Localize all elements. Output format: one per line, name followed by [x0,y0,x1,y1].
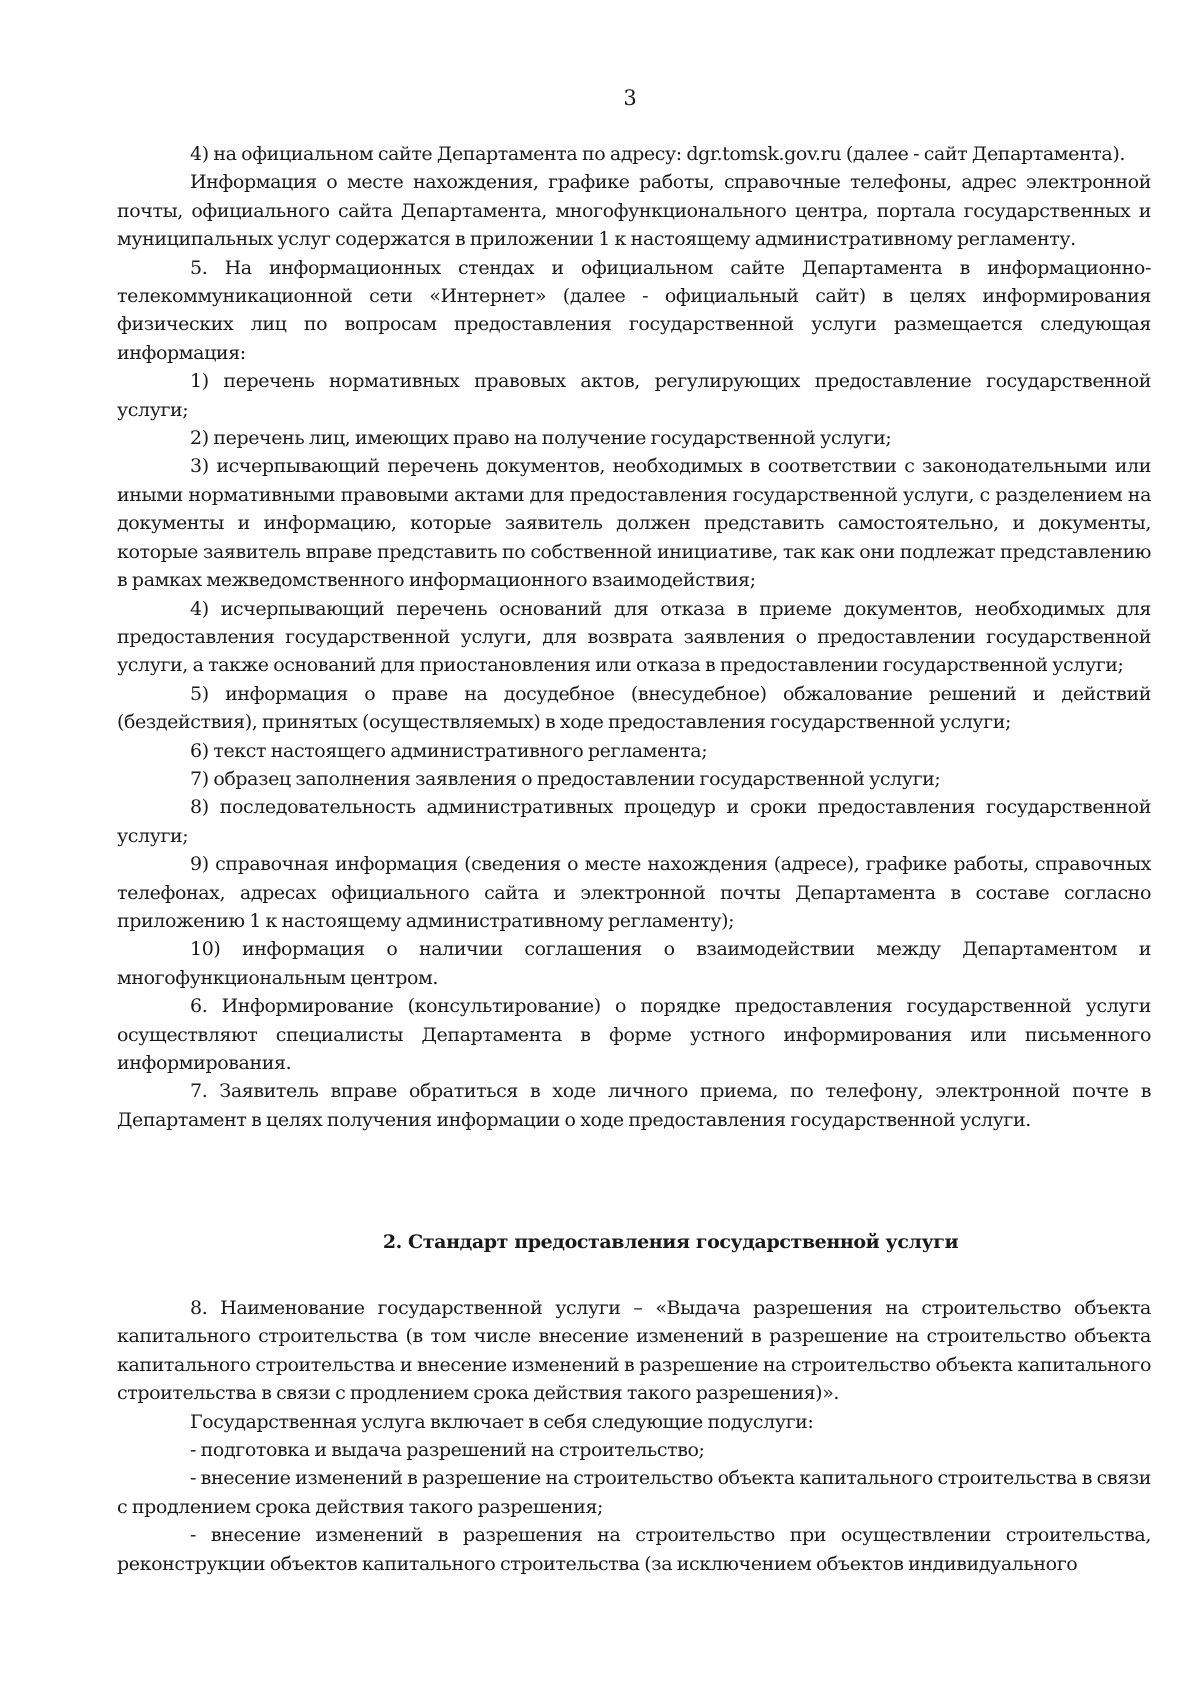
paragraph: Информация о месте нахождения, графике работы, справочные телефоны, адрес электронной почты, официального сайта Департамента, многофункционального центра, портала государственных и муниципальных услуг содержатся в приложении 1 к настоящему административному регламенту. [117,171,1151,251]
paragraph: 7. Заявитель вправе обратиться в ходе личного приема, по телефону, электронной почте в Департамент в целях получения информации о ходе предоставления государственной услуги. [117,1080,1151,1131]
paragraph: 5. На информационных стендах и официальном сайте Департамента в информационно-телекоммуникационной сети «Интернет» (далее - официальный сайт) в целях информирования физических лиц по вопросам предоставления государственной услуги размещается следующая информация: [117,256,1151,364]
page-number: 3 [623,86,637,110]
paragraph: - внесение изменений в разрешение на строительство объекта капитального строительства в связи с продлением срока действия такого разрешения; [117,1467,1151,1518]
paragraph: 4) на официальном сайте Департамента по адресу: dgr.tomsk.gov.ru (далее - сайт Департамента). [190,143,1125,165]
paragraph: 6) текст настоящего административного регламента; [190,739,708,762]
paragraph: Государственная услуга включает в себя следующие подуслуги: [190,1410,814,1433]
paragraph: 8. Наименование государственной услуги – «Выдача разрешения на строительство объекта капитального строительства (в том числе внесение изменений в разрешение на строительство объекта капитального строительства и внесение изменений в разрешение на строительство объекта капитального строительства в связи с продлением срока действия такого разрешения)». [117,1297,1151,1405]
paragraph: 7) образец заполнения заявления о предоставлении государственной услуги; [190,767,941,790]
paragraph: 3) исчерпывающий перечень документов, необходимых в соответствии с законодательными или иными нормативными правовыми актами для предоставления государственной услуги, с разделением на документы и информацию, которые заявитель должен представить самостоятельно, и документы, которые заявитель вправе представить по собственной инициативе, так как они подлежат представлению в рамках межведомственного информационного взаимодействия; [117,455,1151,592]
paragraph: 5) информация о праве на досудебное (внесудебное) обжалование решений и действий (бездействия), принятых (осуществляемых) в ходе предоставления государственной услуги; [117,682,1151,734]
paragraph: 2) перечень лиц, имеющих право на получение государственной услуги; [190,427,892,450]
text-block-section-1 [117,140,1151,1134]
text-block-section-2 [117,1294,1151,1578]
paragraph: - внесение изменений в разрешения на строительство при осуществлении строительства, реконструкции объектов капитального строительства (за исключением объектов индивидуального [117,1524,1151,1575]
paragraph: - подготовка и выдача разрешений на строительство; [190,1439,705,1462]
paragraph: 9) справочная информация (сведения о месте нахождения (адресе), графике работы, справочных телефонах, адресах официального сайта и электронной почты Департамента в составе согласно приложению 1 к настоящему административному регламенту); [117,853,1151,932]
section-heading: 2. Стандарт предоставления государственной услуги [382,1231,959,1253]
paragraph: 10) информация о наличии соглашения о взаимодействии между Департаментом и многофункциональным центром. [117,938,1151,989]
paragraph: 4) исчерпывающий перечень оснований для отказа в приеме документов, необходимых для предоставления государственной услуги, для возврата заявления о предоставлении государственной услуги, а также оснований для приостановления или отказа в предоставлении государственной услуги; [117,597,1151,677]
paragraph: 8) последовательность административных процедур и сроки предоставления государственной услуги; [117,796,1151,847]
paragraph: 6. Информирование (консультирование) о порядке предоставления государственной услуги осуществляют специалисты Департамента в форме устного информирования или письменного информирования. [117,995,1151,1074]
paragraph: 1) перечень нормативных правовых актов, регулирующих предоставление государственной услуги; [117,370,1151,421]
